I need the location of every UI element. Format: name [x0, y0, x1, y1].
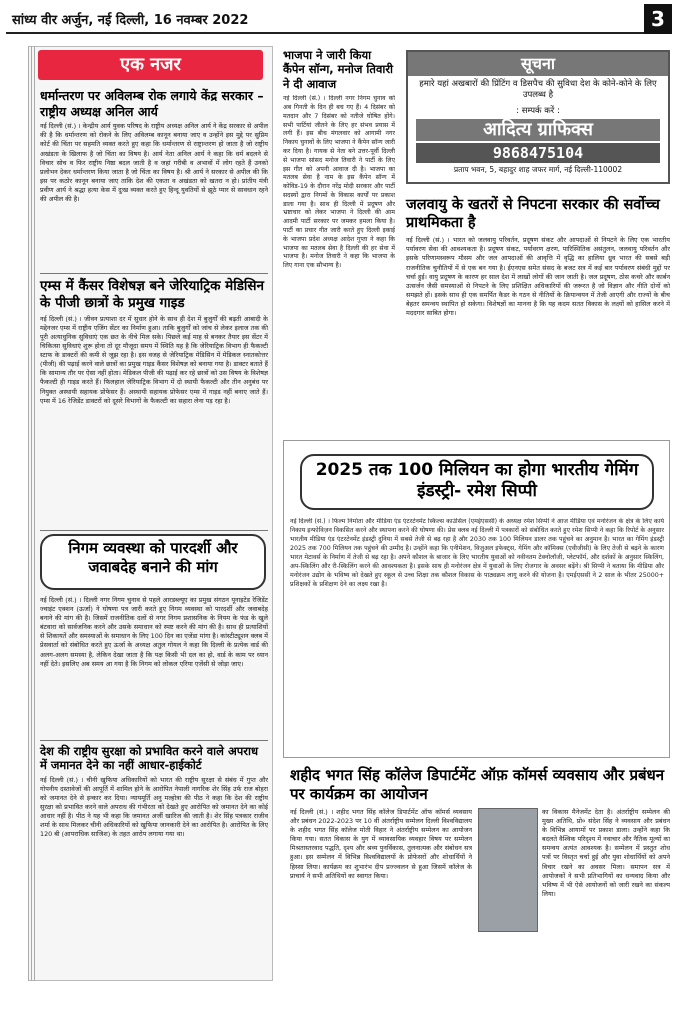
page-number: 3: [644, 4, 672, 34]
ek-nazar-banner: एक नजर: [38, 50, 263, 80]
advertisement-notice: [406, 50, 670, 184]
divider: [40, 530, 268, 531]
college-body-left: नई दिल्ली (सं.) । शहीद भगत सिंह कॉलेज डिपार्टमेंट ऑफ कॉमर्स व्यवसाय और प्रबंधन 2022-2023 पर 10 वीं अंतर्राष्ट्रीय सम्मेलन दिल्ली विश्वविद्यालय के शहीद भगत सिंह कॉलेज मोती विहार ने अंतर्राष्ट्रीय सम्मेलन का आयोजन किया गया। सतत विकास के युग में व्यावसायिक व्यवहार विषय पर सम्मेलन मिश्रतास्तरवाद पद्धति, दृश्य और श्रव्य पुनर्विकास, तुलनात्मक और संबोधन सत्र हुआ। इस सम्मेलन में विभिन्न विश्वविद्यालयों के प्रोफेसरों और शोधार्थियों ने हिस्सा लिया। कार्यक्रम का शुभारंभ दीप प्रज्ज्वलन से हुआ जिसमें कॉलेज के प्राचार्य ने सभी अतिथियों का स्वागत किया।: [290, 808, 472, 880]
article-body: नई दिल्ली (सं.) । चीनी खुफिया अधिकारियों को भारत की राष्ट्रीय सुरक्षा से संबंध में गुप्त और गोपनीय दस्तावेजों की आपूर्ति में शामिल होने के आरोपित नेपाली नागरिक शेर सिंह उर्फ राज बोहरा को जमानत देने से इन्कार कर दिया। न्यायमूर्ति अनु मल्होत्रा की पीठ ने कहा कि देश की राष्ट्रीय सुरक्षा को प्रभावित करने वाले अपराध की गंभीरता को देखते हुए आरोपित को जमानत देने का कोई आधार नहीं है। पीठ ने यह भी कहा कि जमानत अर्जी खारिज की जाती है। शेर सिंह पत्रकार राजीव शर्मा के साथ मिलकर चीनी अधिकारियों को खुफिया जानकारी देने का आरोपित है। आरोपित के लिए 120 बी (आपराधिक साजिश) के तहत आरोप लगाया गया था।: [40, 775, 268, 839]
gaming-article-body: नई दिल्ली (सं.) । फिल्म निर्माता और मीडिया एंड एंटरटेनमेंट स्किल्स काउंसिल (एमईएससी) के अध्यक्ष रमेश सिप्पी ने आज मीडिया एवं मनोरंजन के क्षेत्र के लिए कार्य निकाय इन्फोविज़न विकसित करने और स्थापना करने की घोषणा की। प्रेस क्लब नई दिल्ली में पत्रकारों को संबोधित करते हुए रमेश सिप्पी ने कहा कि रिपोर्ट के अनुसार भारतीय मीडिया एंड एंटरटेनमेंट इंडस्ट्री दुनिया में सबसे तेजी से बढ़ रहा है और 2030 तक 100 मिलियन डालर तक पहुंचने का अनुमान है। भारत का गेमिंग इंडस्ट्री 2025 तक 700 मिलियन तक पहुंचने की उम्मीद है। उन्होंने कहा कि एनीमेशन, विजुअल इफेक्ट्स, गेमिंग और कॉमिक्स (एवीजीसी) के लिए तेजी से बढ़ने के कारण भारत मेटावर्स के निर्माण में तेजी से बढ़ रहा है। अपने कौशल के बाजार के लिए भारतीय युवाओं को नवीनतम टेक्नोलॉजी, प्लेटफॉर्म, और दर्शकों के अनुसार स्किलिंग, अप-स्किलिंग और री-स्किलिंग करने की आवश्यकता है। इसके साथ ही मनोरंजन क्षेत्र में युवाओं के लिए रोजगार के अवसर बढ़ेंगे। श्री सिप्पी ने बताया कि मीडिया और मनोरंजन उद्योग के भविष्य को देखते हुए स्कूल से उच्च शिक्षा तक कौशल विकास के पाठ्यक्रम लागू करने की योजना है। एमईएससी ने 2 साल के भीतर 25000+ प्रशिक्षकों के प्रशिक्षण देने का लक्ष्य रखा है।: [290, 518, 664, 588]
conference-photo: [478, 808, 538, 932]
gaming-headline-box: [300, 454, 654, 510]
article-highcourt: [40, 744, 268, 968]
headline: धर्मान्तरण पर अविलम्ब रोक लगाये केंद्र सरकार –राष्ट्रीय अध्यक्ष अनिल आर्य: [40, 88, 264, 119]
article-nigam-headline-box: [40, 534, 266, 590]
notice-contact-label: : सम्पर्क करें :: [516, 105, 560, 116]
notice-phone: 9868475104: [416, 143, 660, 163]
article-body: नई दिल्ली (सं.) । भारत को जलवायु परिवर्तन, प्रदूषण संकट और आपदाओं से निपटने के लिए एक भारतीय पर्यावरण सेवा की आवश्यकता है। प्रदूषण संकट, पर्यावरण क्षरण, पारिस्थितिक असंतुलन, जलवायु परिवर्तन और इसके परिणामस्वरूप मौसम और जल आपदाओं की आवृत्ति में वृद्धि का हालिया ध्रुव भारत की सबसे बड़ी राजनीतिक चुनौतियों में से एक बन गया है। ईएनएस समेत संसद के बजट सत्र में कई बार पर्यावरण संबंधी मुद्दों पर चर्चा हुई। वायु प्रदूषण के कारण हर साल देश में लाखों लोगों की जान जाती है। जल प्रदूषण, ठोस कचरे और कार्बन उत्सर्जन जैसी समस्याओं से निपटने के लिए प्रशिक्षित अधिकारियों की जरूरत है जो विज्ञान और नीति दोनों को समझते हों। इसके साथ ही एक समर्पित कैडर के गठन से नीतियों के क्रियान्वयन में तेजी आएगी और राज्यों के बीच बेहतर समन्वय स्थापित हो सकेगा। विशेषज्ञों का मानना है कि यह कदम सतत विकास के लक्ष्यों को हासिल करने में मददगार साबित होगा।: [406, 236, 670, 317]
headline: शहीद भगत सिंह कॉलेज डिपार्टमेंट ऑफ़ कॉमर्स व्यवसाय और प्रबंधन पर कार्यक्रम का आयोजन: [290, 766, 665, 803]
article-aiims: [40, 278, 268, 527]
notice-title: सूचना: [408, 52, 668, 76]
column-rule: [28, 46, 36, 981]
article-nigam-body: नई दिल्ली (सं.) । दिल्ली नगर निगम चुनाव से पहले आरडब्ल्यूए का प्रमुख संगठन यूनाइटेड रेजिडेंट ज्वाइंट एक्शन (ऊर्जा) ने घोषणा पत्र जारी करते हुए निगम व्यवस्था को पारदर्शी और जवाबदेह बनाने की मांग की है। जिसमें राजनीतिक दलों से नगर निगम प्रशासनिक के नियम के फंड के खुले बंटवारा को सार्वजनिक करने और उसके समाधान को स्पष्ट करने की मांग की है। साथ ही प्रत्याशियों से शिकायतें और समस्याओं के समाधान के लिए 100 दिन का एजेंडा मांगा है। कांस्टीट्यूशन क्लब में प्रेसवार्ता को संबोधित करते हुए ऊर्जा के अध्यक्ष अतुल गोयल ने कहा कि दिल्ली के प्रत्येक वार्ड की अलग-अलग समस्या है, लेकिन देखा जाता है कि पक्ष किसी भी दल का हो, वार्ड के काम पर ध्यान नहीं देते। इसलिए अब समय आ गया है कि निगम को लोकल एरिया एजेंसी से जोड़ा जाए।: [40, 596, 268, 668]
article-body: नई दिल्ली (सं.) । दिल्ली नगर निगम चुनाव को अब गिनती के दिन ही बच गए हैं। 4 दिसंबर को मतदान और 7 दिसंबर को नतीजे घोषित होंगे। सभी पार्टियां जीतने के लिए हर संभव प्रयास में लगी हैं। इस बीच मंगलवार को आगामी नगर निकाय चुनावों के लिए भाजपा ने कैंपेन सॉन्ग जारी कर दिया है। गायक से नेता बने उत्तर-पूर्वी दिल्ली से भाजपा सांसद मनोज तिवारी ने पार्टी के लिए इस गीत को अपनी आवाज दी है। भाजपा का मतलब सेवा है नाम के इस कैंपेन सॉन्ग में कोविड-19 के दौरान नरेंद्र मोदी सरकार और पार्टी सदस्यों द्वारा निगमों के विकास कार्यों पर प्रकाश डाला गया है। साथ ही दिल्ली में प्रदूषण और भ्रष्टाचार को लेकर भाजपा ने दिल्ली की आम आदमी पार्टी सरकार पर जमकर हमला किया है। पार्टी का प्रचार गीत जारी करते हुए दिल्ली इकाई के भाजपा प्रदेश अध्यक्ष आदेश गुप्ता ने कहा कि भाजपा का मतलब सेवा है दिल्ली की हर सेवा में भाजपा है। मनोज तिवारी ने कहा कि भाजपा के लिए गाना एक सौभाग्य है।: [283, 95, 395, 270]
article-body: नई दिल्ली (सं.) । केन्द्रीय आर्य युवक परिषद के राष्ट्रीय अध्यक्ष अनिल आर्य ने केंद्र सरकार से अपील की है कि धर्मान्तरण को रोकने के लिए अविलम्ब कानून बनाया जाए व उन्होंने इस मुद्दे पर सुप्रिम कोर्ट की चिंता पर सहमति व्यक्त करते हुए कहा कि धर्मान्तरण से राष्ट्रान्तरण हो जाता है जो राष्ट्रीय अखंडता के खिलाफ है जो चिंता का विषय है। आर्य नेता अनिल आर्य ने कहा कि धर्म बदलने से विचार सोच व फिर राष्ट्रीय निष्ठा बदल जाती है व जहां गरीबी व अभावों में लोग रहते हैं उनको प्रलोभन देकर धर्मान्तरण किया जाता है जो चिंता का विषय है। श्री आर्य ने सरकार से अपील की कि इस पर कठोर कानून बनाया जाए ताकि देश की एकता व अखंडता को खतरा न हो। प्रांतीय मंत्री प्रवीण आर्य ने श्रद्धा हत्या केस में दुःख व्यक्त करते हुए हिन्दू युवतियों से झूठे प्यार से सावधान रहने की अपील की है।: [40, 122, 268, 203]
article-climate: [406, 196, 670, 450]
headline: निगम व्यवस्था को पारदर्शी और जवाबदेह बनाने की मांग: [68, 539, 238, 576]
divider: [40, 273, 268, 274]
headline: एम्स में कैंसर विशेषज्ञ बने जेरियाट्रिक मेडिसिन के पीजी छात्रों के प्रमुख गाइड: [40, 278, 265, 311]
headline: भाजपा ने जारी किया कैंपेन सॉन्ग, मनोज तिवारी ने दी आवाज: [283, 48, 394, 91]
headline: देश की राष्ट्रीय सुरक्षा को प्रभावित करने वाले अपराध में जमानत देने का नहीं आधार-हाईकोर्ट: [40, 744, 259, 773]
divider: [40, 740, 268, 741]
article-college: [290, 766, 670, 804]
notice-brand: आदित्य ग्राफिक्स: [416, 119, 660, 141]
notice-address: प्रताप भवन, 5, बहादुर शाह जफर मार्ग, नई दिल्ली-110002: [453, 164, 623, 174]
notice-text: हमारे यहां अखबारों की प्रिंटिंग व डिसपैच की सुविधा देश के कोने-कोने के लिए उपलब्ध है: [419, 79, 657, 101]
college-body-right: का विकास मैनेजमेंट देता है। अंतर्राष्ट्रीय सम्मेलन की मुख्य अतिथि, प्रो० संदेश सिंह ने व्यवसाय और प्रबंधन के विभिन्न आयामों पर प्रकाश डाला। उन्होंने कहा कि बदलते वैश्विक परिदृश्य में नवाचार और नैतिक मूल्यों का समन्वय अत्यंत आवश्यक है। सम्मेलन में प्रस्तुत शोध पत्रों पर विस्तृत चर्चा हुई और युवा शोधार्थियों को अपने विचार रखने का अवसर मिला। समापन सत्र में आयोजकों ने सभी प्रतिभागियों का धन्यवाद किया और भविष्य में भी ऐसे आयोजनों को जारी रखने का संकल्प लिया।: [542, 808, 670, 898]
headline: जलवायु के खतरों से निपटना सरकार की सर्वोच्च प्राथमिकता है: [406, 197, 660, 232]
article-conversion: [40, 88, 268, 274]
article-body: नई दिल्ली (सं.) । जीवन प्रत्याशा दर में सुधार होने के साथ ही देश में बुजुर्गों की बढ़ती आबादी के मद्देनजर एम्स में राष्ट्रीय एजिंग सेंटर का निर्माण हुआ। ताकि बुजुर्गों को जांच से लेकर इलाज तक की पूरी अत्याधुनिक सुविधाएं एक छत के नीचे मिल सके। पिछले कई माह से बनकर तैयार इस सेंटर में चिकित्सा सुविधाएं शुरू होना तो दूर मौजूदा समय में स्थिति यह है कि जेरियाट्रिक विभाग ही फैकल्टी स्टाफ के डाक्टरों की कमी से जूझ रहा है। इस वजह से जेरियाट्रिक मेडिसिन में मेडिकल स्नातकोत्तर (पीजी) की पढ़ाई करने वाले छात्रों का प्रमुख गाइड कैंसर विशेषज्ञ को बनाया गया है। डाक्टर बताते हैं कि सामान्य तौर पर ऐसा नहीं होता। मेडिकल पीजी की पढ़ाई कर रहे छात्रों को उस विषय के विशेषज्ञ फैकल्टी ही गाइड करते हैं। फिलहाल जेरियाट्रिक विभाग में दो स्थायी फैकल्टी और तीन अनुबंध पर नियुक्त अस्थायी सहायक प्रोफेसर हैं। अस्थायी सहायक प्रोफेसर एम्स में गाइड नहीं बनाए जाते हैं। एम्स में 16 रेजिडेंट डाक्टरों को दूसरे विभागों के फैकल्टी का सहारा लेना पड़ रहा है।: [40, 314, 268, 405]
headline: 2025 तक 100 मिलियन का होगा भारतीय गेमिंग इंडस्ट्री- रमेश सिप्पी: [315, 460, 639, 502]
masthead-dateline: सांध्य वीर अर्जुन, नई दिल्ली, 16 नवम्बर 2022: [12, 13, 249, 28]
page-header: [6, 4, 672, 34]
article-bjp-campaign: [283, 48, 395, 479]
